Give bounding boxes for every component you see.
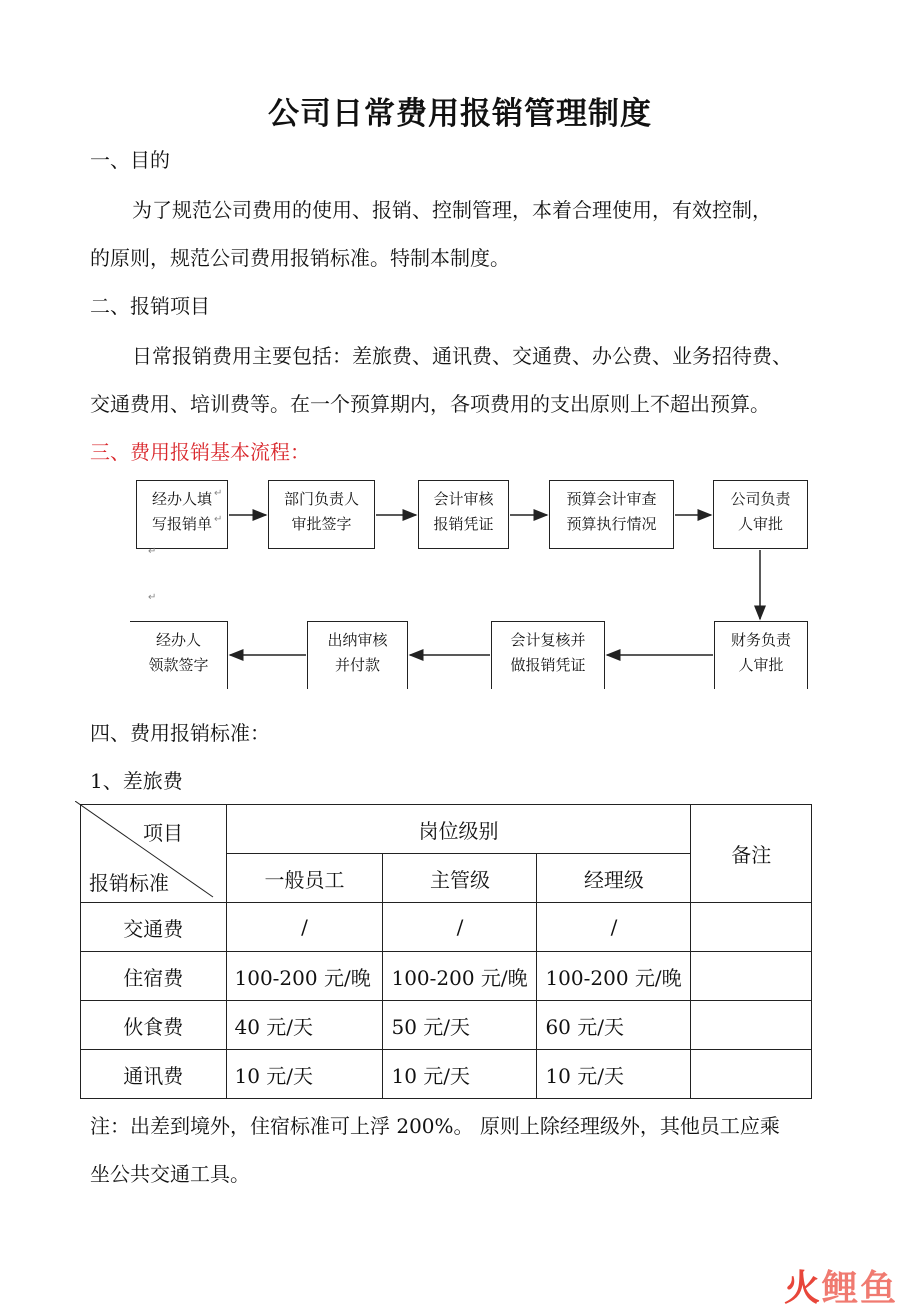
corner-bottom-label: 报销标准 — [89, 871, 169, 895]
level-header: 经理级 — [537, 854, 691, 903]
cell-value: / — [226, 903, 383, 952]
section-2-heading: 二、报销项目 — [90, 294, 210, 318]
cell-note — [691, 952, 812, 1001]
flow-box-text: 财务负责 — [730, 631, 791, 649]
row-item: 交通费 — [81, 903, 227, 952]
cell-note — [691, 1050, 812, 1099]
cell-value: 100-200 元/晚 — [226, 952, 383, 1001]
cell-value: / — [383, 903, 537, 952]
flow-box-text: 人审批 — [738, 656, 784, 674]
table-row — [81, 1050, 812, 1099]
cell-value: 100-200 元/晚 — [383, 952, 537, 1001]
level-header: 主管级 — [383, 854, 537, 903]
watermark-logo — [784, 1260, 898, 1311]
cell-value: 10 元/天 — [537, 1050, 691, 1099]
paragraph-mark: ↵ — [148, 546, 157, 557]
flow-box-text: 预算执行情况 — [566, 515, 657, 533]
note-line2: 坐公共交通工具。 — [90, 1162, 250, 1186]
table-row — [81, 903, 812, 952]
flow-box-text: 会计审核 — [433, 490, 494, 508]
flow-box-text: 审批签字 — [291, 515, 352, 533]
section-2-text-line2: 交通费用、培训费等。在一个预算期内，各项费用的支出原则上不超出预算。 — [90, 392, 770, 416]
cell-value: 40 元/天 — [226, 1001, 383, 1050]
flow-box-text: 会计复核并 — [510, 631, 586, 649]
section-4-heading: 四、费用报销标准： — [90, 721, 270, 745]
flow-box-text: 出纳审核 — [327, 631, 388, 649]
section-1-text-line1: 为了规范公司费用的使用、报销、控制管理，本着合理使用，有效控制， — [132, 198, 772, 222]
watermark-part1: 火 — [783, 1268, 822, 1309]
cell-value: 60 元/天 — [537, 1001, 691, 1050]
row-item: 伙食费 — [81, 1001, 227, 1050]
table-header-row — [81, 805, 812, 854]
flow-box-text: 部门负责人 — [283, 490, 359, 508]
row-item: 住宿费 — [81, 952, 227, 1001]
flow-box-text: 并付款 — [334, 656, 380, 674]
remarks-header: 备注 — [691, 805, 812, 903]
cell-value: 10 元/天 — [383, 1050, 537, 1099]
flow-box-text: 人审批 — [737, 515, 783, 533]
page-title: 公司日常费用报销管理制度 — [268, 96, 652, 132]
expense-standards-table — [80, 804, 812, 1099]
cell-value: 10 元/天 — [226, 1050, 383, 1099]
section-4-subheading: 1、差旅费 — [90, 769, 183, 793]
section-1-text-line2: 的原则，规范公司费用报销标准。特制本制度。 — [90, 246, 510, 270]
cell-value: 50 元/天 — [383, 1001, 537, 1050]
paragraph-mark: ↵ — [214, 514, 223, 525]
cell-value: / — [537, 903, 691, 952]
flow-box-text: 公司负责 — [730, 490, 791, 508]
note-line1: 注：出差到境外，住宿标准可上浮 200%。 原则上除经理级外，其他员工应乘 — [90, 1114, 780, 1138]
flow-box-text: 预算会计审查 — [566, 490, 657, 508]
section-3-heading: 三、费用报销基本流程： — [90, 440, 310, 464]
level-header: 一般员工 — [226, 854, 383, 903]
flow-box-text: 经办人 — [155, 631, 201, 649]
row-item: 通讯费 — [81, 1050, 227, 1099]
flow-box-text: 做报销凭证 — [510, 656, 586, 674]
table-corner-cell — [81, 805, 227, 903]
flow-box-text: 领款签字 — [148, 656, 209, 674]
table-row — [81, 1001, 812, 1050]
corner-top-label: 项目 — [143, 821, 183, 845]
paragraph-mark: ↵ — [214, 488, 223, 499]
flow-box-text: 报销凭证 — [433, 515, 494, 533]
paragraph-mark: ↵ — [148, 592, 157, 603]
section-1-heading: 一、目的 — [90, 148, 170, 172]
cell-note — [691, 903, 812, 952]
cell-value: 100-200 元/晚 — [537, 952, 691, 1001]
watermark-part2: 鲤鱼 — [821, 1268, 898, 1309]
section-2-text-line1: 日常报销费用主要包括：差旅费、通讯费、交通费、办公费、业务招待费、 — [132, 344, 792, 368]
flow-box-text: 写报销单 — [151, 515, 212, 533]
group-header: 岗位级别 — [226, 805, 691, 854]
flow-box-text: 经办人填 — [151, 490, 212, 508]
cell-note — [691, 1001, 812, 1050]
table-row — [81, 952, 812, 1001]
